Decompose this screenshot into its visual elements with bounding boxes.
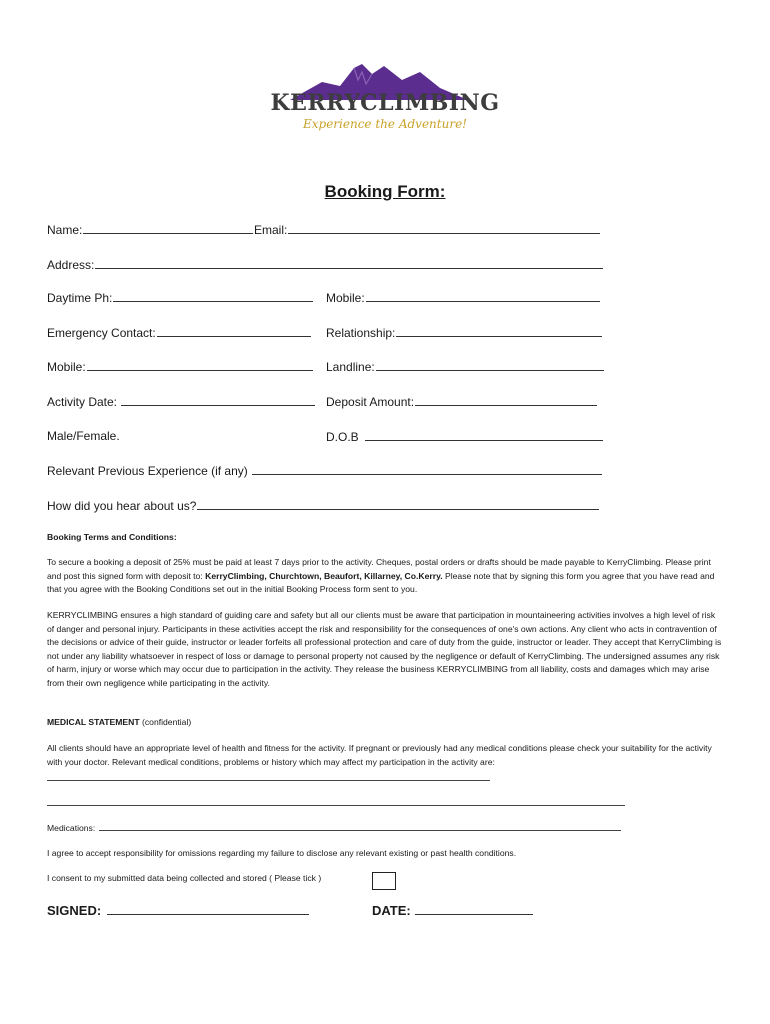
consent-statement: I consent to my submitted data being collected and stored ( Please tick ) — [47, 873, 322, 883]
hear-about-field[interactable] — [47, 497, 599, 514]
dob-label: D.O.B — [326, 430, 359, 444]
emergency-contact-label: Emergency Contact: — [47, 326, 156, 340]
date-label: DATE: — [372, 903, 411, 918]
email-field[interactable] — [254, 221, 600, 238]
landline-field[interactable] — [326, 358, 604, 375]
consent-checkbox[interactable] — [372, 872, 396, 890]
experience-label: Relevant Previous Experience (if any) — [47, 464, 248, 478]
responsibility-statement: I agree to accept responsibility for omissions regarding my failure to disclose any relevant existing or past health conditions. — [47, 848, 517, 858]
daytime-phone-label: Daytime Ph: — [47, 291, 113, 305]
email-label: Email: — [254, 223, 288, 237]
logo-wordmark: KERRYCLIMBING — [270, 90, 500, 116]
medical-heading: MEDICAL STATEMENT — [47, 717, 140, 727]
address-label: Address: — [47, 258, 95, 272]
relationship-field[interactable] — [326, 324, 602, 341]
terms-paragraph-1 — [47, 556, 723, 597]
date-field[interactable] — [372, 901, 533, 918]
name-label: Name: — [47, 223, 83, 237]
hear-about-label: How did you hear about us? — [47, 499, 197, 513]
terms-p1-start: To secure a booking a deposit of 25% must be paid at least 7 days prior to the activity. Cheques, postal orders or drafts should be made payable to KerryClimbing. Please print and post this signed form with deposit to: — [47, 557, 711, 581]
medications-label: Medications: — [47, 823, 96, 833]
relationship-label: Relationship: — [326, 326, 396, 340]
gender-label: Male/Female. — [47, 429, 120, 443]
medical-conditions-line-1[interactable] — [47, 780, 490, 781]
emergency-contact-field[interactable] — [47, 324, 311, 341]
medical-heading-note: (confidential) — [139, 717, 192, 727]
signed-field[interactable] — [47, 901, 309, 918]
terms-paragraph-2: KERRYCLIMBING ensures a high standard of guiding care and safety but all our clients must be aware that participation in mountaineering activities involves a high level of risk of danger and personal injury. Participants in these activities accept the risk and responsibility for the consequences of one's own actions. Any client who acts in contravention of the decisions or advice of their guide, instructor or leader forfeits all professional protection and care of duty from the guide, instructor or leader. They accept that KerryClimbing is not under any liability whatsoever in respect of loss or damage to personal property not caused by the negligence or default of KerryClimbing. The undersigned assumes any risk of harm, injury or worse which may occur due to participation in the activity. They release the business KERRYCLIMBING from all liability, costs and damages which may arise from their own negligence while participating in the activity. — [47, 610, 722, 688]
activity-date-field[interactable] — [47, 393, 315, 410]
daytime-phone-field[interactable] — [47, 289, 313, 306]
address-field[interactable] — [47, 256, 603, 273]
activity-date-label: Activity Date: — [47, 395, 118, 409]
experience-field[interactable] — [47, 462, 602, 479]
terms-heading: Booking Terms and Conditions: — [47, 532, 177, 542]
medical-heading-row — [47, 716, 191, 730]
emergency-mobile-field[interactable] — [47, 358, 313, 375]
medical-conditions-line-2[interactable] — [47, 805, 625, 806]
deposit-amount-label: Deposit Amount: — [326, 395, 415, 409]
kerryclimbing-logo — [262, 62, 508, 136]
mobile-field[interactable] — [326, 289, 600, 306]
terms-p1-end: Please note that by signing this form you agree that you have read and that you agree with the Booking Conditions set out in the initial Booking Process form sent to you. — [47, 570, 715, 594]
emergency-mobile-label: Mobile: — [47, 360, 86, 374]
mobile-label: Mobile: — [326, 291, 365, 305]
terms-postal-address: KerryClimbing, Churchtown, Beaufort, Killarney, Co.Kerry. — [205, 570, 443, 581]
page-title: Booking Form: — [324, 182, 446, 201]
medical-text: All clients should have an appropriate level of health and fitness for the activity. If pregnant or previously had any medical conditions please check your suitability for the activity with your doctor. Relevant medical conditions, problems or history which may affect my participation in the activity are: — [47, 743, 712, 767]
dob-field[interactable] — [326, 428, 603, 445]
deposit-amount-field[interactable] — [326, 393, 597, 410]
gender-field[interactable] — [47, 428, 120, 444]
name-field[interactable] — [47, 221, 253, 238]
landline-label: Landline: — [326, 360, 375, 374]
signed-label: SIGNED: — [47, 903, 102, 918]
medications-field[interactable] — [47, 821, 621, 836]
logo-tagline: Experience the Adventure! — [303, 117, 467, 131]
